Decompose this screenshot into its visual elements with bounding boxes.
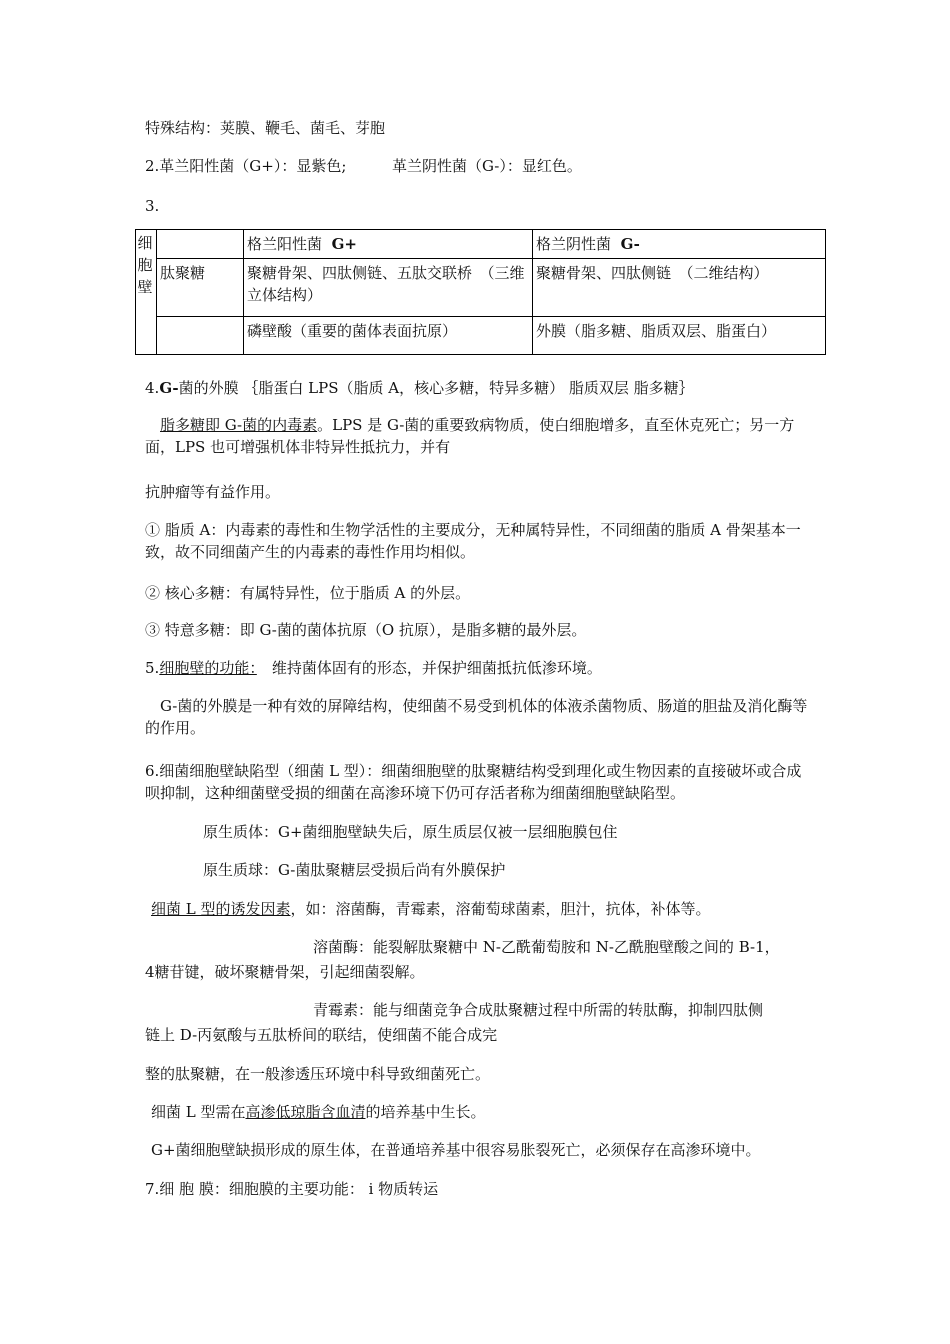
peptidoglycan-gminus: 聚糖骨架、四肽侧链 （二维结构）: [533, 259, 826, 317]
spheroplast-line: 原生质球：G-菌肽聚糖层受损后尚有外膜保护: [203, 861, 506, 879]
peptidoglycan-gplus: 聚糖骨架、四肽侧链、五肽交联桥 （三维立体结构）: [244, 259, 533, 317]
outer-membrane-barrier-paragraph: G-菌的外膜是一种有效的屏障结构，使细菌不易受到机体的体液杀菌物质、肠道的胆盐及消化酶等的作用。: [145, 697, 808, 737]
cell-wall-side-label: 细胞壁: [136, 230, 157, 355]
cell-wall-function-label: 细胞壁的功能：: [159, 659, 257, 677]
l-form-inducers-label: 细菌 L 型的诱发因素: [151, 900, 291, 918]
high-osmotic-medium-underline: 高渗低琼脂含血清: [245, 1103, 366, 1121]
cell-wall-function-line: 5.细胞壁的功能： 维持菌体固有的形态，并保护细菌抵抗低渗环境。: [145, 659, 602, 677]
penicillin-line-2: 链上 D-丙氨酸与五肽桥间的联结，使细菌不能合成完: [145, 1026, 498, 1044]
core-polysaccharide-line: ② 核心多糖：有属特异性，位于脂质 A 的外层。: [145, 584, 471, 602]
gram-negative-text: 革兰阴性菌（G-）：显红色。: [391, 157, 582, 175]
gram-stain-line: [145, 155, 815, 177]
item-3-number: 3.: [145, 197, 160, 215]
penicillin-line-1: 青霉素：能与细菌竞争合成肽聚糖过程中所需的转肽酶，抑制四肽侧: [313, 1001, 764, 1019]
table-corner-cell: [157, 230, 244, 259]
lipid-a-paragraph: ① 脂质 A：内毒素的毒性和生物学活性的主要成分，无种属特异性，不同细菌的脂质 A 骨架基本一致，故不同细菌产生的内毒素的毒性作用均相似。: [145, 521, 801, 561]
l-form-inducers-line: 细菌 L 型的诱发因素，如：溶菌酶，青霉素，溶葡萄球菌素，胆汁，抗体，补体等。: [151, 900, 711, 918]
special-structures-line: 特殊结构：荚膜、鞭毛、菌毛、芽胞: [145, 119, 386, 137]
gram-positive-text: 2.革兰阳性菌（G+）：显紫色;: [145, 157, 347, 175]
protoplast-survival-line: G+菌细胞壁缺损形成的原生体，在普通培养基中很容易胀裂死亡，必须保存在高渗环境中。: [151, 1141, 761, 1159]
l-form-paragraph: 6.细菌细胞壁缺陷型（细菌 L 型）：细菌细胞壁的肽聚糖结构受到理化或生物因素的直接破坏或合成呗抑制，这种细菌壁受损的细菌在高渗环境下仍可存活者称为细菌细胞壁缺陷型。: [145, 762, 802, 802]
gminus-header: 格兰阴性菌 G-: [533, 230, 826, 259]
row2-label: [157, 317, 244, 355]
peptidoglycan-label: 肽聚糖: [157, 259, 244, 317]
lps-paragraph: 脂多糖即 G-菌的内毒素。LPS 是 G-菌的重要致病物质，使白细胞增多，直至休克死亡；另一方面，LPS 也可增强机体非特异性抵抗力，并有: [145, 416, 795, 456]
outer-membrane-cell: 外膜（脂多糖、脂质双层、脂蛋白）: [533, 317, 826, 355]
lps-endotoxin-underline: 脂多糖即 G-菌的内毒素: [160, 416, 318, 434]
gplus-header: 格兰阳性菌 G+: [244, 230, 533, 259]
outer-membrane-line: 4.G-菌的外膜 ｛脂蛋白 LPS（脂质 A，核心多糖，特异多糖） 脂质双层 脂多糖｝: [145, 379, 694, 397]
cell-membrane-line: 7.细 胞 膜：细胞膜的主要功能： i 物质转运: [145, 1180, 439, 1198]
teichoic-acid-cell: 磷壁酸（重要的菌体表面抗原）: [244, 317, 533, 355]
peptidoglycan-death-line: 整的肽聚糖，在一般渗透压环境中科导致细菌死亡。: [145, 1065, 491, 1083]
lysozyme-line-1: 溶菌酶：能裂解肽聚糖中 N-乙酰葡萄胺和 N-乙酰胞壁酸之间的 B-1，: [313, 938, 780, 956]
specific-polysaccharide-line: ③ 特意多糖：即 G-菌的菌体抗原（O 抗原），是脂多糖的最外层。: [145, 621, 587, 639]
protoplast-line: 原生质体：G+菌细胞壁缺失后，原生质层仅被一层细胞膜包住: [203, 823, 618, 841]
lysozyme-line-2: 4糖苷键，破坏聚糖骨架，引起细菌裂解。: [145, 963, 425, 981]
l-form-culture-line: 细菌 L 型需在高渗低琼脂含血清的培养基中生长。: [151, 1103, 486, 1121]
cell-wall-table: [135, 229, 826, 355]
antitumor-line: 抗肿瘤等有益作用。: [145, 483, 281, 501]
